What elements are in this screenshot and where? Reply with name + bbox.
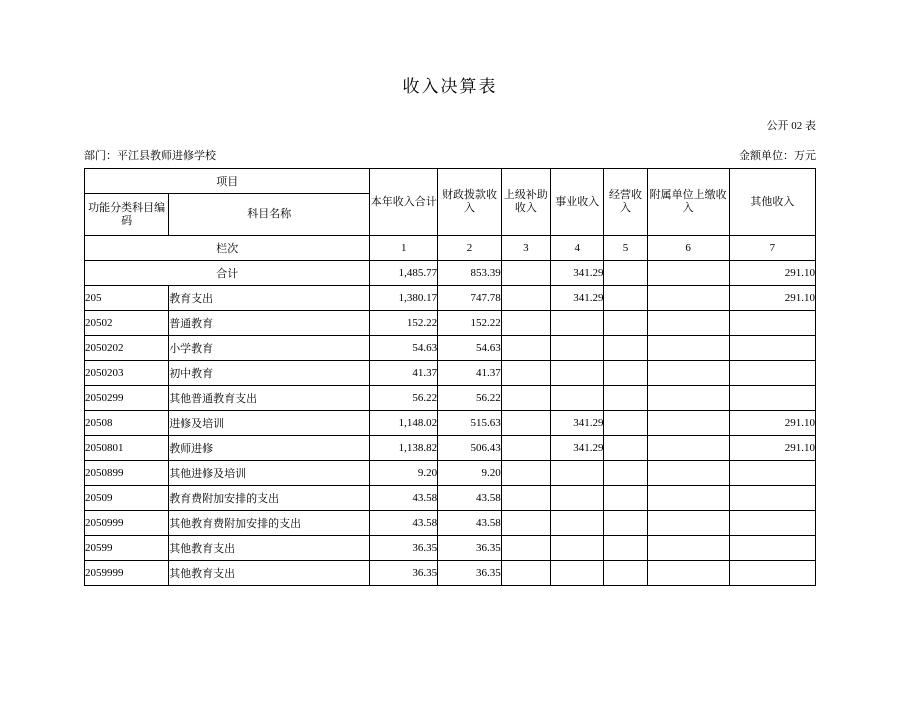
column-number-6: 6 xyxy=(647,236,729,261)
row-value-5 xyxy=(604,386,647,411)
row-value-3 xyxy=(501,536,550,561)
row-function-code: 2050203 xyxy=(85,361,169,386)
table-row xyxy=(85,361,816,386)
header-operating-income: 经营收入 xyxy=(604,169,647,236)
row-value-7: 291.10 xyxy=(729,436,815,461)
row-value-5 xyxy=(604,286,647,311)
row-value-5 xyxy=(604,561,647,586)
row-value-3 xyxy=(501,336,550,361)
row-subject-name: 其他教育支出 xyxy=(169,561,370,586)
page-title: 收入决算表 xyxy=(402,77,498,96)
row-value-1: 1,380.17 xyxy=(370,286,438,311)
row-value-7 xyxy=(729,561,815,586)
row-value-6 xyxy=(647,361,729,386)
row-value-5 xyxy=(604,436,647,461)
row-value-6 xyxy=(647,386,729,411)
row-value-5 xyxy=(604,361,647,386)
row-value-1: 56.22 xyxy=(370,386,438,411)
row-value-2: 43.58 xyxy=(438,511,502,536)
row-value-5 xyxy=(604,461,647,486)
row-value-7 xyxy=(729,386,815,411)
row-value-1: 9.20 xyxy=(370,461,438,486)
row-subject-name: 初中教育 xyxy=(169,361,370,386)
row-value-4 xyxy=(551,486,604,511)
row-function-code: 2050299 xyxy=(85,386,169,411)
row-function-code: 20508 xyxy=(85,411,169,436)
row-value-1: 1,148.02 xyxy=(370,411,438,436)
row-subject-name: 教育支出 xyxy=(169,286,370,311)
row-value-2: 152.22 xyxy=(438,311,502,336)
row-value-4 xyxy=(551,386,604,411)
table-total-row xyxy=(85,261,816,286)
row-value-4: 341.29 xyxy=(551,411,604,436)
row-value-4 xyxy=(551,361,604,386)
table-column-number-row xyxy=(85,236,816,261)
row-value-2: 515.63 xyxy=(438,411,502,436)
column-number-2: 2 xyxy=(438,236,502,261)
column-number-4: 4 xyxy=(551,236,604,261)
row-function-code: 2050999 xyxy=(85,511,169,536)
row-value-5 xyxy=(604,511,647,536)
row-value-4 xyxy=(551,311,604,336)
row-function-code: 205 xyxy=(85,286,169,311)
table-row xyxy=(85,536,816,561)
row-value-7 xyxy=(729,511,815,536)
row-value-2: 506.43 xyxy=(438,436,502,461)
header-group-item: 项目 xyxy=(85,169,370,194)
row-value-7 xyxy=(729,461,815,486)
row-value-3 xyxy=(501,361,550,386)
total-col-2: 853.39 xyxy=(438,261,502,286)
row-value-3 xyxy=(501,386,550,411)
total-col-6 xyxy=(647,261,729,286)
row-value-2: 54.63 xyxy=(438,336,502,361)
row-subject-name: 其他普通教育支出 xyxy=(169,386,370,411)
row-value-4 xyxy=(551,461,604,486)
row-value-6 xyxy=(647,536,729,561)
row-subject-name: 进修及培训 xyxy=(169,411,370,436)
column-number-label: 栏次 xyxy=(85,236,370,261)
row-function-code: 2050202 xyxy=(85,336,169,361)
row-value-4 xyxy=(551,511,604,536)
row-value-2: 747.78 xyxy=(438,286,502,311)
row-value-7 xyxy=(729,486,815,511)
row-value-7 xyxy=(729,311,815,336)
row-value-6 xyxy=(647,561,729,586)
header-fiscal-appropriation: 财政拨款收入 xyxy=(438,169,502,236)
total-col-7: 291.10 xyxy=(729,261,815,286)
row-function-code: 2050801 xyxy=(85,436,169,461)
row-value-4 xyxy=(551,536,604,561)
total-col-5 xyxy=(604,261,647,286)
row-value-5 xyxy=(604,536,647,561)
row-value-5 xyxy=(604,411,647,436)
row-value-3 xyxy=(501,511,550,536)
document-page xyxy=(0,72,900,708)
table-row xyxy=(85,336,816,361)
row-value-7 xyxy=(729,336,815,361)
row-value-3 xyxy=(501,561,550,586)
table-row xyxy=(85,561,816,586)
row-value-1: 1,138.82 xyxy=(370,436,438,461)
row-value-1: 36.35 xyxy=(370,536,438,561)
row-value-6 xyxy=(647,436,729,461)
row-subject-name: 教师进修 xyxy=(169,436,370,461)
row-value-1: 41.37 xyxy=(370,361,438,386)
row-value-5 xyxy=(604,336,647,361)
row-value-6 xyxy=(647,411,729,436)
row-value-2: 36.35 xyxy=(438,561,502,586)
header-superior-subsidy: 上级补助收入 xyxy=(501,169,550,236)
row-value-4: 341.29 xyxy=(551,436,604,461)
header-other-income: 其他收入 xyxy=(729,169,815,236)
table-header-row-1 xyxy=(85,169,816,194)
table-row xyxy=(85,486,816,511)
header-affiliated-unit-income: 附属单位上缴收入 xyxy=(647,169,729,236)
department-label: 部门：平江县教师进修学校 xyxy=(84,150,216,162)
row-value-6 xyxy=(647,286,729,311)
row-value-2: 56.22 xyxy=(438,386,502,411)
row-value-1: 152.22 xyxy=(370,311,438,336)
row-value-7: 291.10 xyxy=(729,286,815,311)
row-value-3 xyxy=(501,311,550,336)
row-value-6 xyxy=(647,486,729,511)
row-value-3 xyxy=(501,286,550,311)
column-number-5: 5 xyxy=(604,236,647,261)
header-function-code: 功能分类科目编码 xyxy=(85,194,169,236)
row-function-code: 2050899 xyxy=(85,461,169,486)
row-value-3 xyxy=(501,436,550,461)
row-value-1: 54.63 xyxy=(370,336,438,361)
amount-unit-label: 金额单位：万元 xyxy=(739,150,816,162)
row-function-code: 20502 xyxy=(85,311,169,336)
row-function-code: 20599 xyxy=(85,536,169,561)
row-value-2: 36.35 xyxy=(438,536,502,561)
table-row xyxy=(85,386,816,411)
total-label: 合计 xyxy=(85,261,370,286)
row-function-code: 20509 xyxy=(85,486,169,511)
total-col-3 xyxy=(501,261,550,286)
row-value-6 xyxy=(647,311,729,336)
table-row xyxy=(85,511,816,536)
public-form-label: 公开 02 表 xyxy=(766,120,816,132)
row-value-1: 43.58 xyxy=(370,511,438,536)
meta-row xyxy=(0,147,900,163)
row-value-3 xyxy=(501,411,550,436)
row-value-3 xyxy=(501,461,550,486)
column-number-3: 3 xyxy=(501,236,550,261)
row-value-1: 43.58 xyxy=(370,486,438,511)
row-subject-name: 其他教育支出 xyxy=(169,536,370,561)
table-row xyxy=(85,311,816,336)
total-col-1: 1,485.77 xyxy=(370,261,438,286)
row-value-2: 43.58 xyxy=(438,486,502,511)
row-value-7 xyxy=(729,361,815,386)
header-subject-name: 科目名称 xyxy=(169,194,370,236)
row-value-6 xyxy=(647,511,729,536)
row-subject-name: 小学教育 xyxy=(169,336,370,361)
income-final-accounts-table xyxy=(84,168,816,586)
row-subject-name: 教育费附加安排的支出 xyxy=(169,486,370,511)
row-subject-name: 其他进修及培训 xyxy=(169,461,370,486)
row-value-7: 291.10 xyxy=(729,411,815,436)
row-value-2: 9.20 xyxy=(438,461,502,486)
row-value-3 xyxy=(501,486,550,511)
row-value-4 xyxy=(551,561,604,586)
row-value-2: 41.37 xyxy=(438,361,502,386)
table-row xyxy=(85,436,816,461)
table-row xyxy=(85,286,816,311)
row-value-1: 36.35 xyxy=(370,561,438,586)
header-business-income: 事业收入 xyxy=(551,169,604,236)
column-number-1: 1 xyxy=(370,236,438,261)
total-col-4: 341.29 xyxy=(551,261,604,286)
header-total-income: 本年收入合计 xyxy=(370,169,438,236)
row-value-6 xyxy=(647,336,729,361)
row-function-code: 2059999 xyxy=(85,561,169,586)
row-value-4 xyxy=(551,336,604,361)
row-value-4: 341.29 xyxy=(551,286,604,311)
row-value-5 xyxy=(604,486,647,511)
column-number-7: 7 xyxy=(729,236,815,261)
row-subject-name: 其他教育费附加安排的支出 xyxy=(169,511,370,536)
table-row xyxy=(85,461,816,486)
row-value-6 xyxy=(647,461,729,486)
row-subject-name: 普通教育 xyxy=(169,311,370,336)
table-row xyxy=(85,411,816,436)
row-value-7 xyxy=(729,536,815,561)
row-value-5 xyxy=(604,311,647,336)
